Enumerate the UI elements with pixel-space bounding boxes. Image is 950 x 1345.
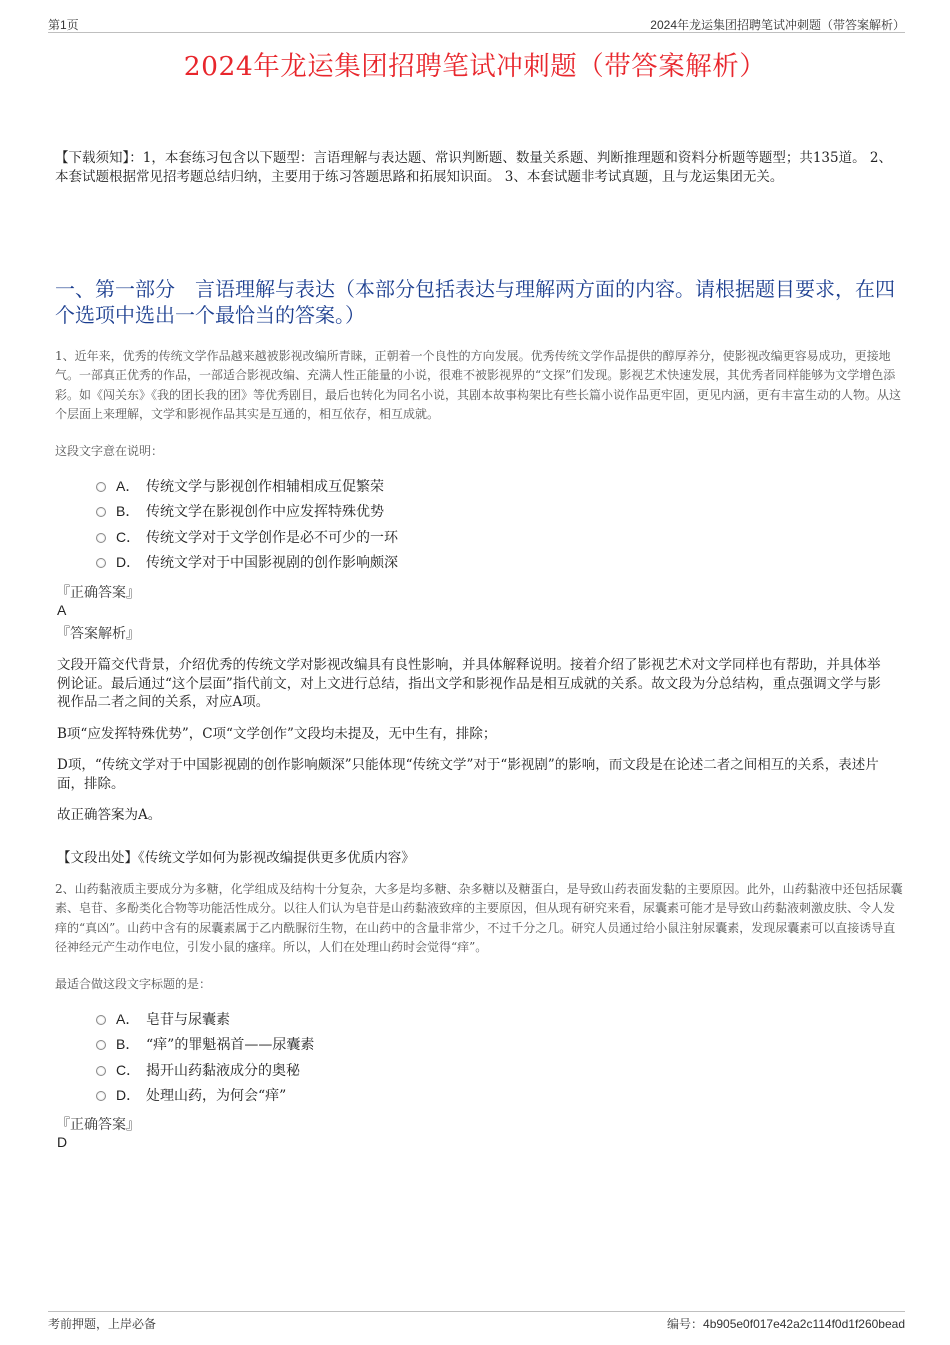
option-a[interactable]: A． 传统文学与影视创作相辅相成互促繁荣 xyxy=(96,473,696,499)
analysis-paragraph: D项，“传统文学对于中国影视剧的创作影响颇深”只能体现“传统文学”对于“影视剧”的影响，而文段是在论述二者之间相互的关系，表述片面，排除。 xyxy=(57,757,879,792)
question-1-text: 1、近年来，优秀的传统文学作品越来越被影视改编所青睐，正朝着一个良性的方向发展。优秀传统文学作品提供的醇厚养分，使影视改编更容易成功，更接地气。一部真正优秀的作品，一部适合影视改编、充满人性正能量的小说，很难不被影视界的“文探”们发现。影视艺术快速发展，其优秀者同样能够为文学增色添彩。如《闯关东》《我的团长我的团》等优秀剧目，最后也转化为同名小说，其剧本故事构架比有些长篇小说作品更牢固，更见内涵，更有丰富生动的人物。从这个层面上来理解，文学和影视作品其实是互通的，相互依存，相互成就。 xyxy=(55,349,902,421)
option-d[interactable]: D． 传统文学对于中国影视剧的创作影响颇深 xyxy=(96,550,696,576)
footer-slogan: 考前押题，上岸必备 xyxy=(48,1317,157,1331)
question-1-answer: A xyxy=(57,602,67,618)
question-1-analysis xyxy=(57,656,892,838)
question-2-text: 2、山药黏液质主要成分为多糖，化学组成及结构十分复杂，大多是均多糖、杂多糖以及糖蛋白，是导致山药表面发黏的主要原因。此外，山药黏液中还包括尿囊素、皂苷、多酚类化合物等功能活性成分。以往人们认为皂苷是山药黏液致痒的主要原因，但从现有研究来看，尿囊素可能才是导致山药黏液刺激皮肤、令人发痒的“真凶”。山药中含有的尿囊素属于乙内酰脲衍生物，在山药中的含量非常少，不过千分之几。研究人员通过给小鼠注射尿囊素，发现尿囊素可以直接诱导直径神经元产生动作电位，引发小鼠的瘙痒。所以，人们在处理山药时会觉得“痒”。 xyxy=(55,882,903,954)
analysis-paragraph: 文段开篇交代背景，介绍优秀的传统文学对影视改编具有良性影响，并具体解释说明。接着介绍了影视艺术对文学同样也有帮助，并具体举例论证。最后通过“这个层面”指代前文，对上文进行总结，指出文学和影视作品是相互成就的关系。故文段为分总结构，重点强调文学与影视作品二者之间的关系，对应A项。 xyxy=(57,657,881,710)
option-a[interactable]: A． 皂苷与尿囊素 xyxy=(96,1006,696,1032)
question-1-options xyxy=(96,473,696,575)
section-title: 一、第一部分 言语理解与表达（本部分包括表达与理解两方面的内容。请根据题目要求，在四个选项中选出一个最恰当的答案。） xyxy=(55,277,895,327)
page-header xyxy=(48,14,905,33)
analysis-paragraph: B项“应发挥特殊优势”，C项“文学创作”文段均未提及，无中生有，排除； xyxy=(57,725,497,742)
question-2-answer: D xyxy=(57,1134,68,1150)
radio-icon[interactable] xyxy=(96,558,106,568)
option-c[interactable]: C． 传统文学对于文学创作是必不可少的一环 xyxy=(96,524,696,550)
question-1-prompt: 这段文字意在说明： xyxy=(55,444,164,458)
radio-icon[interactable] xyxy=(96,482,106,492)
radio-icon[interactable] xyxy=(96,1015,106,1025)
header-doc-title: 2024年龙运集团招聘笔试冲刺题（带答案解析） xyxy=(650,18,905,32)
radio-icon[interactable] xyxy=(96,533,106,543)
option-b[interactable]: B． 传统文学在影视创作中应发挥特殊优势 xyxy=(96,499,696,525)
option-d[interactable]: D． 处理山药，为何会“痒” xyxy=(96,1083,696,1109)
question-2-options xyxy=(96,1006,696,1108)
page-footer xyxy=(48,1311,905,1332)
radio-icon[interactable] xyxy=(96,1091,106,1101)
option-b[interactable]: B． “痒”的罪魁祸首——尿囊素 xyxy=(96,1032,696,1058)
radio-icon[interactable] xyxy=(96,1066,106,1076)
footer-doc-id: 编号：4b905e0f017e42a2c114f0d1f260bead xyxy=(667,1317,905,1331)
page-title: 2024年龙运集团招聘笔试冲刺题（带答案解析） xyxy=(183,51,767,82)
radio-icon[interactable] xyxy=(96,1040,106,1050)
correct-answer-label: 『正确答案』 xyxy=(56,1117,140,1133)
correct-answer-label: 『正确答案』 xyxy=(56,585,140,601)
question-2-prompt: 最适合做这段文字标题的是： xyxy=(55,977,212,991)
question-1-source: 【文段出处】《传统文学如何为影视改编提供更多优质内容》 xyxy=(57,850,415,866)
analysis-paragraph: 故正确答案为A。 xyxy=(57,807,162,823)
page-number: 第1页 xyxy=(48,18,79,32)
radio-icon[interactable] xyxy=(96,507,106,517)
download-notice: 【下载须知】：1，本套练习包含以下题型：言语理解与表达题、常识判断题、数量关系题、判断推理题和资料分析题等题型；共135道。 2、本套试题根据常见招考题总结归纳，主要用于练习答题思路和拓展知识面。 3、本套试题非考试真题，且与龙运集团无关。 xyxy=(55,150,892,185)
option-c[interactable]: C． 揭开山药黏液成分的奥秘 xyxy=(96,1057,696,1083)
analysis-label: 『答案解析』 xyxy=(56,626,140,642)
